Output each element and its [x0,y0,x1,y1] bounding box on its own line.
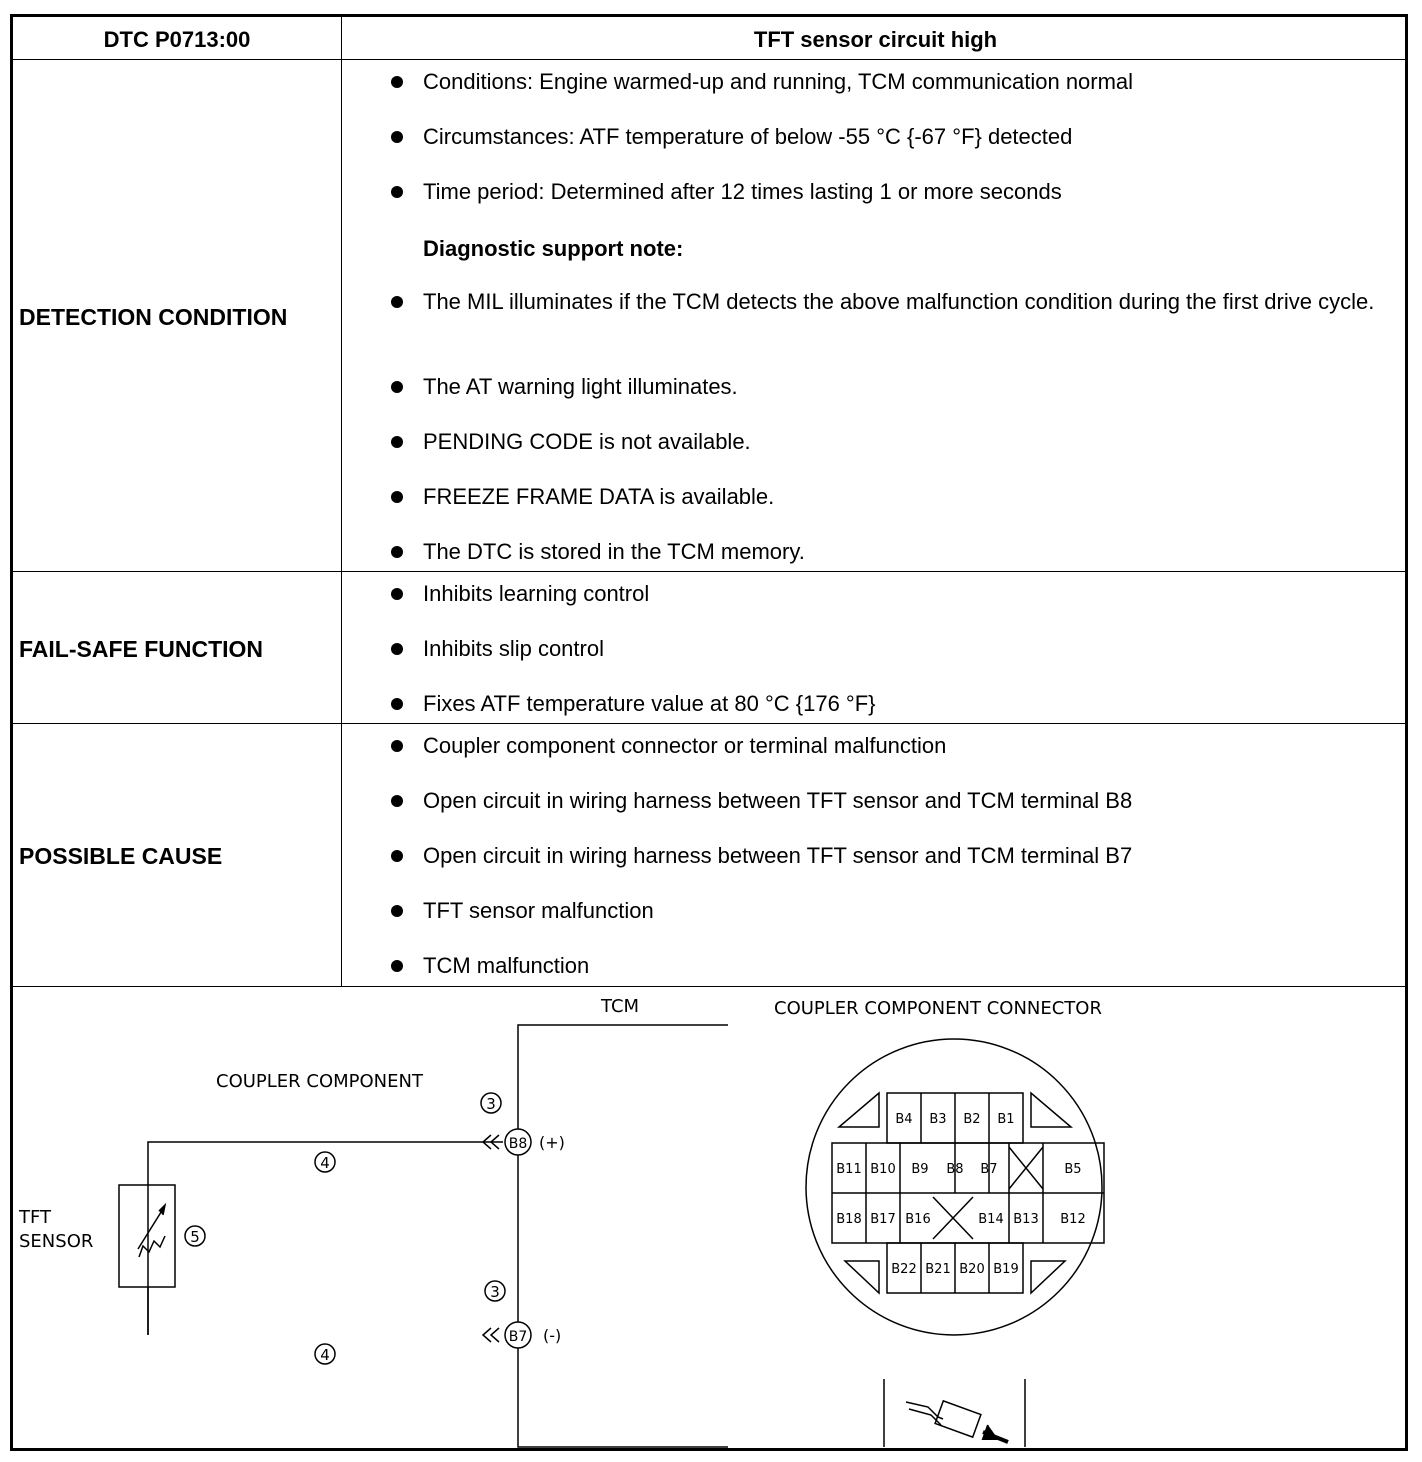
connector-chevron-icon [483,1328,499,1342]
bullet-icon [391,76,403,88]
thermistor-icon [138,1209,163,1249]
tcm-box-outline [518,1025,728,1447]
dtc-title: TFT sensor circuit high [753,27,998,52]
circle-3-upper-label: 3 [486,1095,496,1113]
bullet-icon [391,491,403,503]
guide-key [839,1093,879,1127]
guide-key [845,1261,879,1293]
pin-label: B8 [946,1162,964,1177]
failsafe-label: FAIL-SAFE FUNCTION [19,636,264,662]
pin-label: B2 [963,1112,981,1127]
bullet-icon [391,850,403,862]
dtc-table: DTC P0713:00 TFT sensor circuit high DETECTION CONDITION Conditions: Engine warmed-up and running, TCM communication normal Circumstances: ATF temperature of below -55 °C {-67 °F} detected Time period: Determined after 12 times lasting 1 or more seconds Diagnostic support note: The MIL illuminates if the TCM detects the above malfunction condition during the first drive cycle. The AT warning light illuminates. PENDING CODE is not available. FREEZE FRAME DATA is available. The DTC is stored in the TCM memory. FAIL-SAFE FUNCTION Inhibits learning control Inhibits slip control Fixes ATF temperature value at 80 °C {176 °F} POSSIBLE CAUSE Coupler component connector or terminal malfunction Open circuit in wiring harness between TFT sensor and TCM terminal B8 Open circuit in wiring harness between TFT sensor and TCM terminal B7 TFT sensor malfunction TCM malfunction TCM COUPLER COMPONENT CONNECTOR COUPLER COMPONENT TFT SENSOR 3 3 4 4 5 B8 B7 (+) (-) B4 B3 B2 B1 B11 B10 B9 B8 B7 B5 B18 B17 B16 B14 B13 B12 B22 B21 B20 B19 [10,14,1408,1451]
detection-label: DETECTION CONDITION [19,304,288,330]
pin-label: B10 [870,1162,896,1177]
sensor-label-2: SENSOR [19,1231,94,1252]
bullet-icon [391,905,403,917]
bullet-icon [391,131,403,143]
pin-label: B19 [993,1262,1019,1277]
bullet-icon [391,436,403,448]
bullet-icon [391,795,403,807]
note-heading: Diagnostic support note: [423,236,684,261]
circle-4-upper-label: 4 [320,1154,330,1172]
pin-label: B17 [870,1212,896,1227]
tcm-label: TCM [601,996,640,1017]
header-divider [13,59,1405,60]
pin-label: B14 [978,1212,1004,1227]
blank-pin-mark [933,1197,973,1239]
pin-label: B9 [911,1162,929,1177]
wiring-diagram [13,987,1405,1449]
bullet-icon [391,296,403,308]
bullet-icon [391,643,403,655]
pin-label: B16 [905,1212,931,1227]
pin-label: B4 [895,1112,913,1127]
pin-label: B7 [980,1162,998,1177]
terminal-b7-label: B7 [508,1329,528,1345]
circle-4-lower-label: 4 [320,1346,330,1364]
connector-title: COUPLER COMPONENT CONNECTOR [774,998,1102,1019]
bullet-icon [391,740,403,752]
pin-label: B5 [1064,1162,1082,1177]
bullet-icon [391,588,403,600]
sensor-label-1: TFT [19,1207,52,1228]
terminal-b8-label: B8 [508,1136,528,1152]
connector-face [806,1039,1102,1335]
blank-pin-mark [1009,1147,1043,1189]
dtc-code: DTC P0713:00 [103,27,251,52]
pin-label: B13 [1013,1212,1039,1227]
pin-label: B3 [929,1112,947,1127]
cause-label: POSSIBLE CAUSE [19,843,223,869]
guide-key [1031,1261,1065,1293]
bullet-icon [391,546,403,558]
pin-label: B1 [997,1112,1015,1127]
bullet-icon [391,186,403,198]
bullet-icon [391,381,403,393]
guide-key [1031,1093,1071,1127]
pin-label: B11 [836,1162,862,1177]
failsafe-divider [13,723,1405,724]
column-divider [341,17,342,986]
circle-5-label: 5 [190,1228,200,1246]
circle-3-lower-label: 3 [490,1283,500,1301]
bullet-icon [391,960,403,972]
bullet-icon [391,698,403,710]
polarity-plus: (+) [539,1133,565,1152]
pin-label: B12 [1060,1212,1086,1227]
pin-label: B20 [959,1262,985,1277]
pin-label: B21 [925,1262,951,1277]
pin-label: B22 [891,1262,917,1277]
coupler-label: COUPLER COMPONENT [216,1071,423,1092]
pin-label: B18 [836,1212,862,1227]
polarity-minus: (-) [543,1326,562,1345]
detection-divider [13,571,1405,572]
